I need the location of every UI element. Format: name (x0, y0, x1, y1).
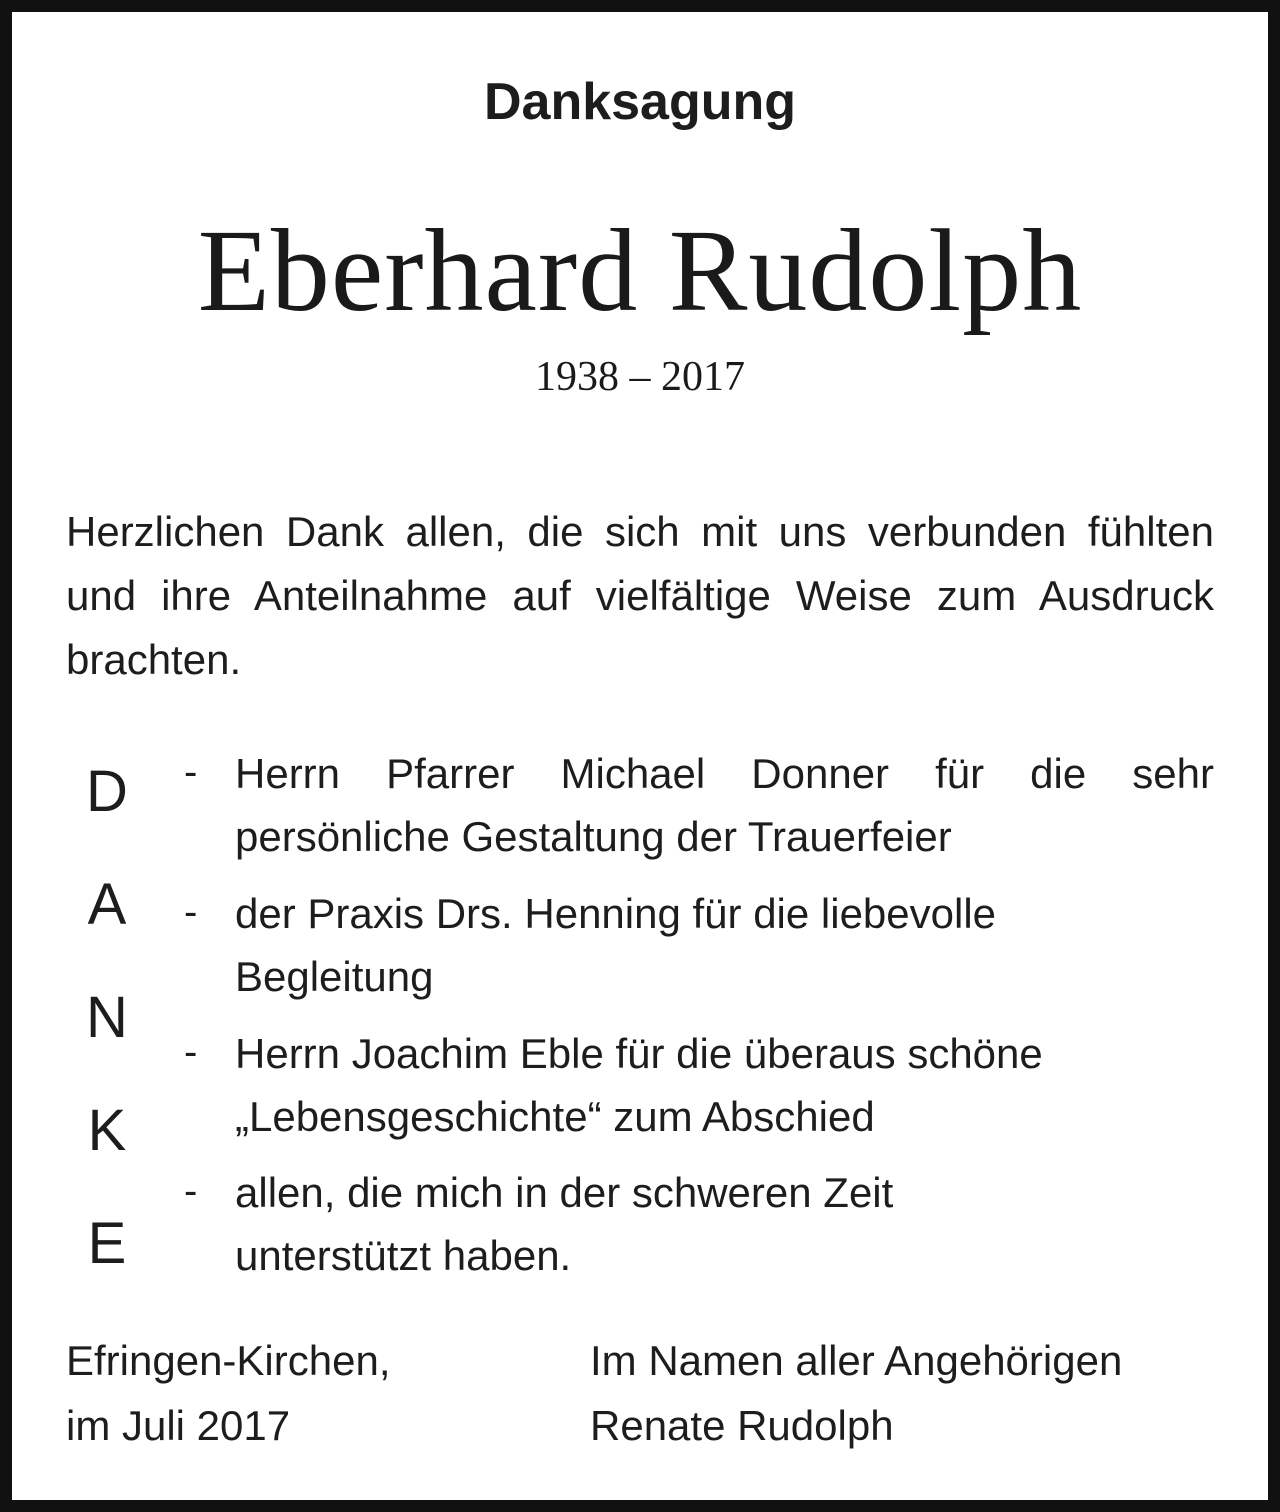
footer-signature-name: Renate Rudolph (590, 1402, 894, 1449)
footer-date: im Juli 2017 (66, 1402, 291, 1449)
intro-paragraph: Herzlichen Dank allen, die sich mit uns verbunden fühlten und ihre Anteilnahme auf vielfältige Weise zum Ausdruck brachten. (66, 508, 1214, 683)
danke-letter-n: N (86, 985, 128, 1050)
footer-place: Efringen-Kirchen, (66, 1337, 391, 1384)
danke-letter-e: E (87, 1211, 127, 1276)
thanks-item-dash: - (184, 750, 198, 794)
thanks-item-eble: Herrn Joachim Eble für die überaus schöne „Lebensgeschichte“ zum Abschied (235, 1030, 1043, 1140)
thanks-item-praxis: der Praxis Drs. Henning für die liebevolle Begleitung (235, 890, 997, 1000)
life-years: 1938 – 2017 (535, 354, 745, 400)
danke-letter-d: D (86, 759, 128, 824)
footer-place-date (66, 1328, 546, 1458)
thanks-item-dash: - (184, 1169, 198, 1213)
thanks-item-pfarrer: Herrn Pfarrer Michael Donner für die sehr persönliche Gestaltung der Trauerfeier (235, 750, 1214, 860)
footer-signature (590, 1328, 1230, 1458)
danke-letter-a: A (87, 872, 127, 937)
danke-letter-k: K (87, 1098, 127, 1163)
thanks-item-alle: allen, die mich in der schweren Zeit unterstützt haben. (235, 1169, 894, 1279)
deceased-name: Eberhard Rudolph (197, 205, 1083, 336)
footer-signature-intro: Im Namen aller Angehörigen (590, 1337, 1123, 1384)
thanks-item-dash: - (184, 1030, 198, 1074)
thanks-item-dash: - (184, 890, 198, 934)
notice-heading: Danksagung (483, 73, 797, 131)
